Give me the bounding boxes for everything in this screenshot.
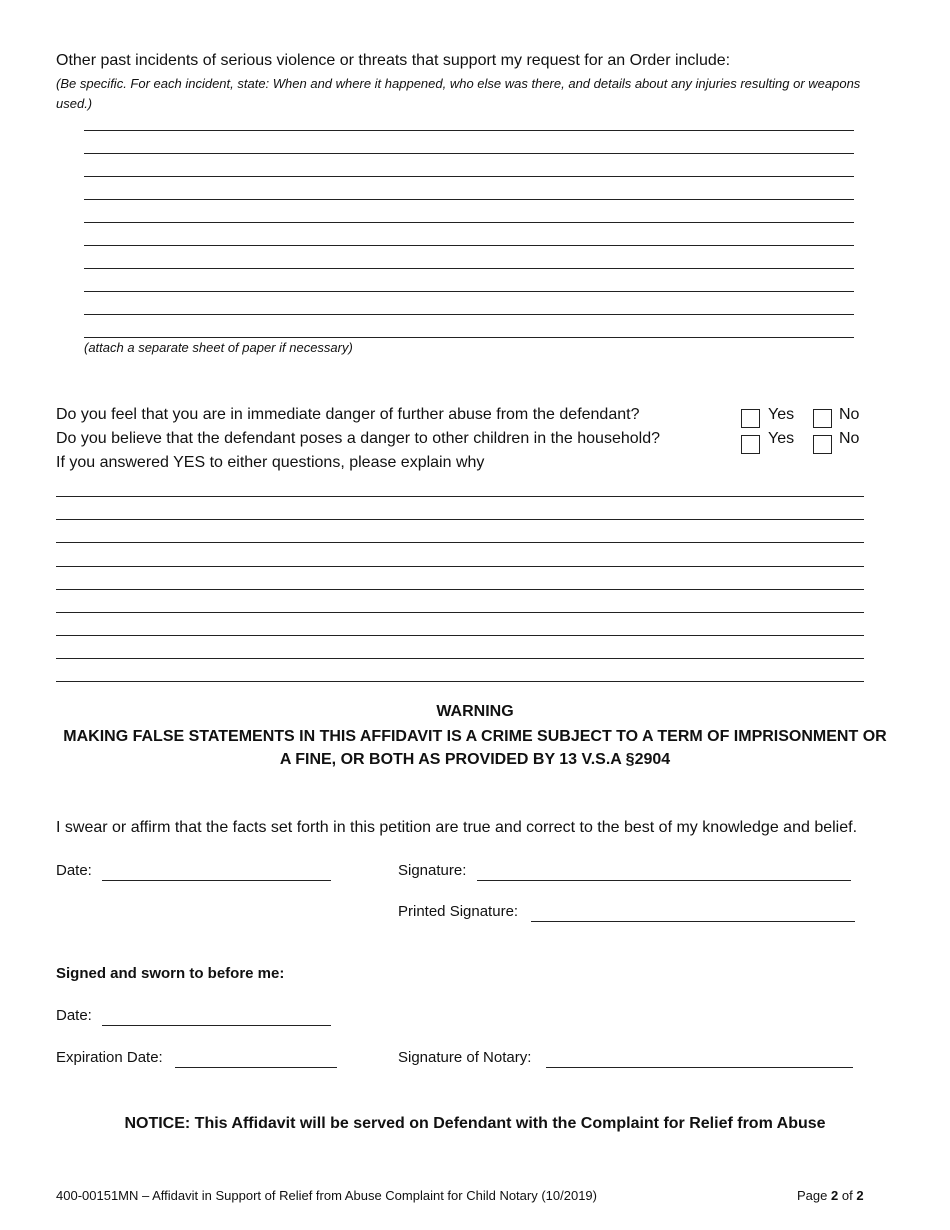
danger-question-2: Do you believe that the defendant poses a danger to other children in the household? [56, 430, 660, 447]
answer-line[interactable] [56, 681, 864, 682]
answer-line[interactable] [84, 222, 854, 223]
answer-line[interactable] [84, 268, 854, 269]
signature-label: Signature: [398, 862, 467, 879]
notice-text: NOTICE: This Affidavit will be served on Defendant with the Complaint for Relief from Abuse [124, 1115, 826, 1132]
notary-date-field[interactable] [102, 1025, 331, 1026]
answer-line[interactable] [84, 291, 854, 292]
incidents-prompt: Other past incidents of serious violence or threats that support my request for an Order include: [56, 52, 731, 69]
answer-line[interactable] [56, 496, 864, 497]
answer-line[interactable] [56, 612, 864, 613]
warning-text: MAKING FALSE STATEMENTS IN THIS AFFIDAVIT IS A CRIME SUBJECT TO A TERM OF IMPRISONMENT OR A FINE, OR BOTH AS PROVIDED BY 13 V.S.A §2904 [63, 728, 887, 768]
answer-line[interactable] [56, 542, 864, 543]
incidents-instruction: (Be specific. For each incident, state: When and where it happened, who else was there, and details about any injuries resulting or weapons used.) [56, 76, 861, 111]
answer-line[interactable] [84, 176, 854, 177]
expiration-date-field[interactable] [175, 1067, 337, 1068]
page-of: of [841, 1188, 853, 1203]
q1-yes-checkbox[interactable] [741, 409, 760, 428]
danger-question-3: If you answered YES to either questions, please explain why [56, 454, 485, 471]
page-prefix: Page [797, 1188, 828, 1203]
notary-heading: Signed and sworn to before me: [56, 965, 285, 982]
q2-yes-checkbox[interactable] [741, 435, 760, 454]
q2-no-checkbox[interactable] [813, 435, 832, 454]
affirm-statement: I swear or affirm that the facts set forth in this petition are true and correct to the best of my knowledge and belief. [56, 819, 858, 836]
answer-line[interactable] [56, 658, 864, 659]
footer-page-number [797, 1188, 864, 1203]
answer-line[interactable] [84, 199, 854, 200]
q1-no-label: No [839, 406, 860, 423]
answer-line[interactable] [84, 337, 854, 338]
answer-line[interactable] [84, 153, 854, 154]
printed-signature-label: Printed Signature: [398, 903, 519, 920]
answer-line[interactable] [84, 245, 854, 246]
q2-yes-label: Yes [768, 430, 795, 447]
affirm-date-field[interactable] [102, 880, 331, 881]
answer-line[interactable] [84, 314, 854, 315]
warning-heading: WARNING [436, 703, 514, 720]
answer-line[interactable] [56, 589, 864, 590]
answer-line[interactable] [56, 635, 864, 636]
attach-note: (attach a separate sheet of paper if necessary) [84, 340, 353, 355]
answer-line[interactable] [84, 130, 854, 131]
q1-yes-label: Yes [768, 406, 795, 423]
printed-signature-field[interactable] [531, 921, 855, 922]
affirm-date-label: Date: [56, 862, 92, 879]
q1-no-checkbox[interactable] [813, 409, 832, 428]
q2-no-label: No [839, 430, 860, 447]
notary-signature-label: Signature of Notary: [398, 1049, 532, 1066]
answer-line[interactable] [56, 566, 864, 567]
expiration-date-label: Expiration Date: [56, 1049, 163, 1066]
page-total: 2 [856, 1188, 864, 1203]
notary-date-label: Date: [56, 1007, 92, 1024]
signature-field[interactable] [477, 880, 851, 881]
answer-line[interactable] [56, 519, 864, 520]
danger-question-1: Do you feel that you are in immediate danger of further abuse from the defendant? [56, 406, 640, 423]
notary-signature-field[interactable] [546, 1067, 853, 1068]
page-current: 2 [831, 1188, 839, 1203]
footer-form-id: 400-00151MN – Affidavit in Support of Relief from Abuse Complaint for Child Notary (10/2019) [56, 1188, 597, 1203]
